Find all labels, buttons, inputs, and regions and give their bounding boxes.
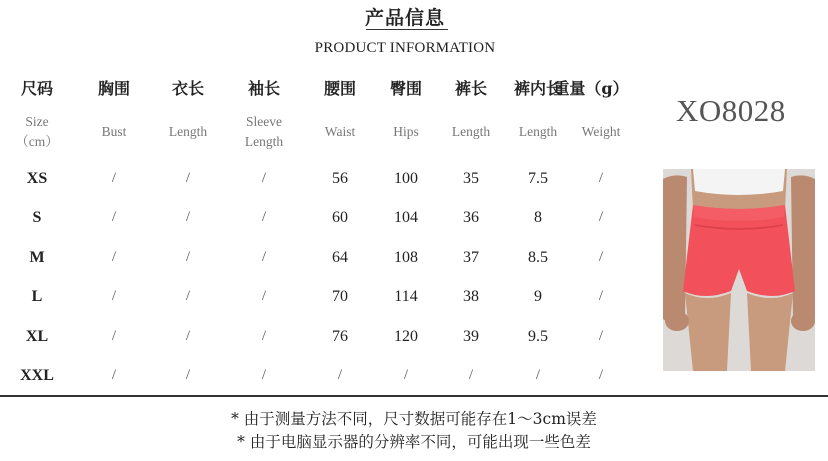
column-header-en-line: Hips — [393, 124, 419, 139]
table-cell: 56 — [332, 170, 348, 187]
column-header-en-line: Bust — [101, 124, 127, 139]
note-measurement: * 由于测量方法不同，尺寸数据可能存在1～3cm误差 — [231, 410, 597, 428]
table-cell: / — [111, 328, 117, 344]
table-cell: 36 — [463, 209, 479, 226]
table-cell: 38 — [463, 288, 479, 305]
table-cell: 60 — [332, 209, 348, 226]
column-header-en — [15, 112, 59, 152]
column-header-cn: 裤长 — [454, 79, 488, 98]
table-cell: 104 — [394, 209, 418, 226]
table-cell: 9.5 — [528, 328, 548, 345]
column-header-en — [245, 112, 283, 152]
column-header-en — [519, 122, 557, 142]
table-cell: / — [261, 209, 267, 225]
table-cell: 8 — [534, 209, 542, 226]
table-cell: / — [111, 209, 117, 225]
table-cell: 70 — [332, 288, 348, 305]
table-cell: / — [598, 209, 604, 225]
table-cell: 120 — [394, 328, 418, 345]
table-cell: / — [185, 249, 191, 265]
table-cell: / — [598, 328, 604, 344]
table-cell: / — [185, 288, 191, 304]
table-cell: 39 — [463, 328, 479, 345]
table-cell: / — [337, 367, 343, 383]
table-cell: / — [598, 367, 604, 383]
column-header-en — [325, 122, 355, 142]
page-title-cn: 产品信息 — [364, 7, 445, 29]
table-cell: / — [111, 249, 117, 265]
column-header-en-line: Length — [168, 124, 208, 139]
table-cell: 35 — [463, 170, 479, 187]
model-code: XO8028 — [676, 93, 786, 128]
product-photo — [663, 169, 815, 371]
table-cell: / — [598, 249, 604, 265]
column-header-en-line: Length — [244, 134, 284, 149]
table-cell: 7.5 — [528, 170, 548, 187]
note-color: * 由于电脑显示器的分辨率不同，可能出现一些色差 — [237, 433, 591, 451]
column-header-en-line: Length — [451, 124, 491, 139]
column-header-en — [393, 122, 419, 142]
column-header-cn: 腰围 — [323, 79, 357, 98]
column-header-cn: 袖长 — [247, 79, 281, 98]
table-cell: / — [535, 367, 541, 383]
column-header-en — [452, 122, 490, 142]
column-header-en-line: Size — [25, 114, 49, 129]
table-cell: 37 — [463, 249, 479, 266]
table-cell: / — [185, 367, 191, 383]
table-cell: 76 — [332, 328, 348, 345]
table-cell: 8.5 — [528, 249, 548, 266]
table-cell: / — [598, 288, 604, 304]
table-cell: / — [598, 170, 604, 186]
page-title-en: PRODUCT INFORMATION — [314, 40, 496, 56]
table-cell: / — [468, 367, 474, 383]
size-label: XL — [25, 328, 49, 345]
column-header-en — [102, 122, 127, 142]
column-header-cn: 裤内长 — [513, 79, 563, 98]
table-cell: 100 — [394, 170, 418, 187]
column-header-en — [582, 122, 621, 142]
shorts-model-image — [663, 169, 815, 371]
divider-line — [0, 395, 828, 397]
table-cell: / — [261, 367, 267, 383]
table-cell: / — [261, 328, 267, 344]
size-label: XS — [26, 170, 48, 187]
size-label: S — [32, 209, 42, 226]
table-cell: / — [111, 288, 117, 304]
column-header-cn: 衣长 — [171, 79, 205, 98]
column-header-en-line: （cm） — [15, 134, 59, 149]
title-underline — [366, 29, 448, 30]
table-cell: / — [185, 209, 191, 225]
table-cell: 114 — [394, 288, 418, 305]
size-label: L — [31, 288, 43, 305]
size-label: M — [29, 249, 45, 266]
table-cell: / — [261, 249, 267, 265]
table-cell: 9 — [534, 288, 542, 305]
table-cell: / — [185, 170, 191, 186]
table-cell: / — [111, 367, 117, 383]
column-header-en-line: Length — [518, 124, 558, 139]
table-cell: 64 — [332, 249, 348, 266]
column-header-cn: 重量（g） — [553, 79, 629, 98]
column-header-cn: 臀围 — [389, 79, 423, 98]
column-header-en-line: Waist — [324, 124, 356, 139]
size-label: XXL — [20, 367, 54, 384]
column-header-cn: 尺码 — [20, 79, 54, 98]
table-cell: / — [261, 288, 267, 304]
table-cell: 108 — [394, 249, 418, 266]
table-cell: / — [261, 170, 267, 186]
table-cell: / — [403, 367, 409, 383]
table-cell: / — [185, 328, 191, 344]
column-header-cn: 胸围 — [97, 79, 131, 98]
table-cell: / — [111, 170, 117, 186]
column-header-en-line: Weight — [581, 124, 621, 139]
column-header-en-line: Sleeve — [246, 114, 282, 129]
column-header-en — [169, 122, 207, 142]
